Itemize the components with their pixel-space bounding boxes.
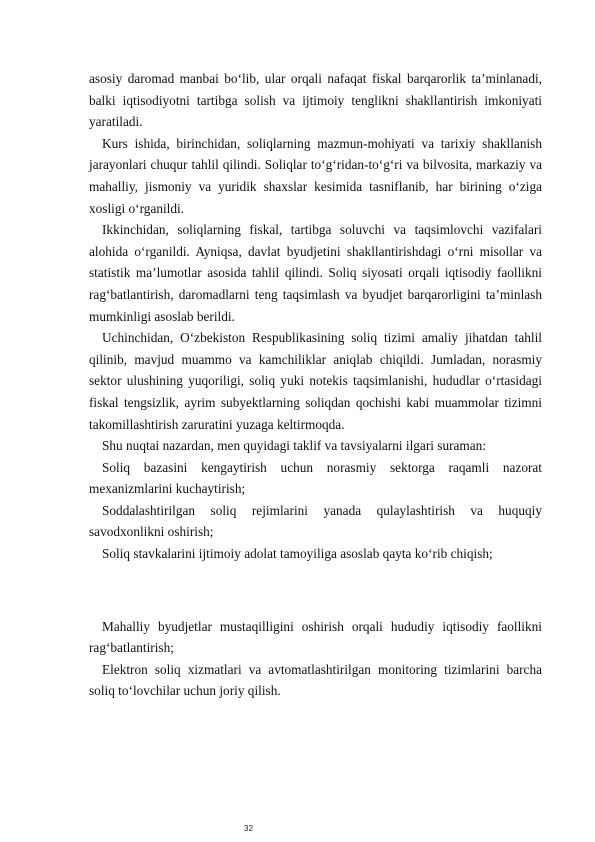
blank-spacer xyxy=(89,565,542,616)
proposal-item-5: Elektron soliq xizmatlari va avtomatlashtirilgan monitoring tizimlarini barcha soliq to‘lovchilar uchun joriy qilish. xyxy=(89,661,542,699)
paragraph-intro-continuation: asosiy daromad manbai bo‘lib, ular orqali nafaqat fiskal barqarorlik ta’minlanadi, balki iqtisodiyotni tartibga solish va ijtimoiy tenglikni shakllantirish imkoniyati yaratiladi. xyxy=(89,71,542,130)
document-body xyxy=(89,68,542,702)
paragraph-second-finding: Ikkinchidan, soliqlarning fiskal, tartibga soluvchi va taqsimlovchi vazifalari alohida o‘rganildi. Ayniqsa, davlat byudjetini shakllantirishdagi o‘rni misollar va statistik ma’lumotlar asosida tahlil qilindi. Soliq siyosati orqali iqtisodiy faollikni rag‘batlantirish, daromadlarni teng taqsimlash va byudjet barqarorligini ta’minlash mumkinligi asoslab berildi. xyxy=(89,222,542,324)
paragraph-first-finding: Kurs ishida, birinchidan, soliqlarning mazmun-mohiyati va tarixiy shakllanish jarayonlari chuqur tahlil qilindi. Soliqlar to‘g‘ridan-to‘g‘ri va bilvosita, markaziy va mahalliy, jismoniy va yuridik shaxslar kesimida tasniflanib, har birining o‘ziga xosligi o‘rganildi. xyxy=(89,135,542,216)
page-number: 32 xyxy=(244,824,253,833)
paragraph-third-finding: Uchinchidan, O‘zbekiston Respublikasining soliq tizimi amaliy jihatdan tahlil qilinib, mavjud muammo va kamchiliklar aniqlab chiqildi. Jumladan, norasmiy sektor ulushining yuqoriligi, soliq yuki notekis taqsimlanishi, hududlar o‘rtasidagi fiskal tengsizlik, ayrim subyektlarning soliqdan qochishi kabi muammolar tizimni takomillashtirish zaruratini yuzaga keltirmoqda. xyxy=(89,330,542,432)
proposal-item-1: Soliq bazasini kengaytirish uchun norasmiy sektorga raqamli nazorat mexanizmlarini kuchaytirish; xyxy=(89,459,542,497)
paragraph-proposals-intro: Shu nuqtai nazardan, men quyidagi taklif va tavsiyalarni ilgari suraman: xyxy=(102,438,487,454)
proposal-item-2: Soddalashtirilgan soliq rejimlarini yanada qulaylashtirish va huquqiy savodxonlikni oshirish; xyxy=(89,502,542,540)
proposal-item-4: Mahalliy byudjetlar mustaqilligini oshirish orqali hududiy iqtisodiy faollikni rag‘batlantirish; xyxy=(89,618,542,656)
proposal-item-3: Soliq stavkalarini ijtimoiy adolat tamoyiliga asoslab qayta ko‘rib chiqish; xyxy=(102,546,493,562)
